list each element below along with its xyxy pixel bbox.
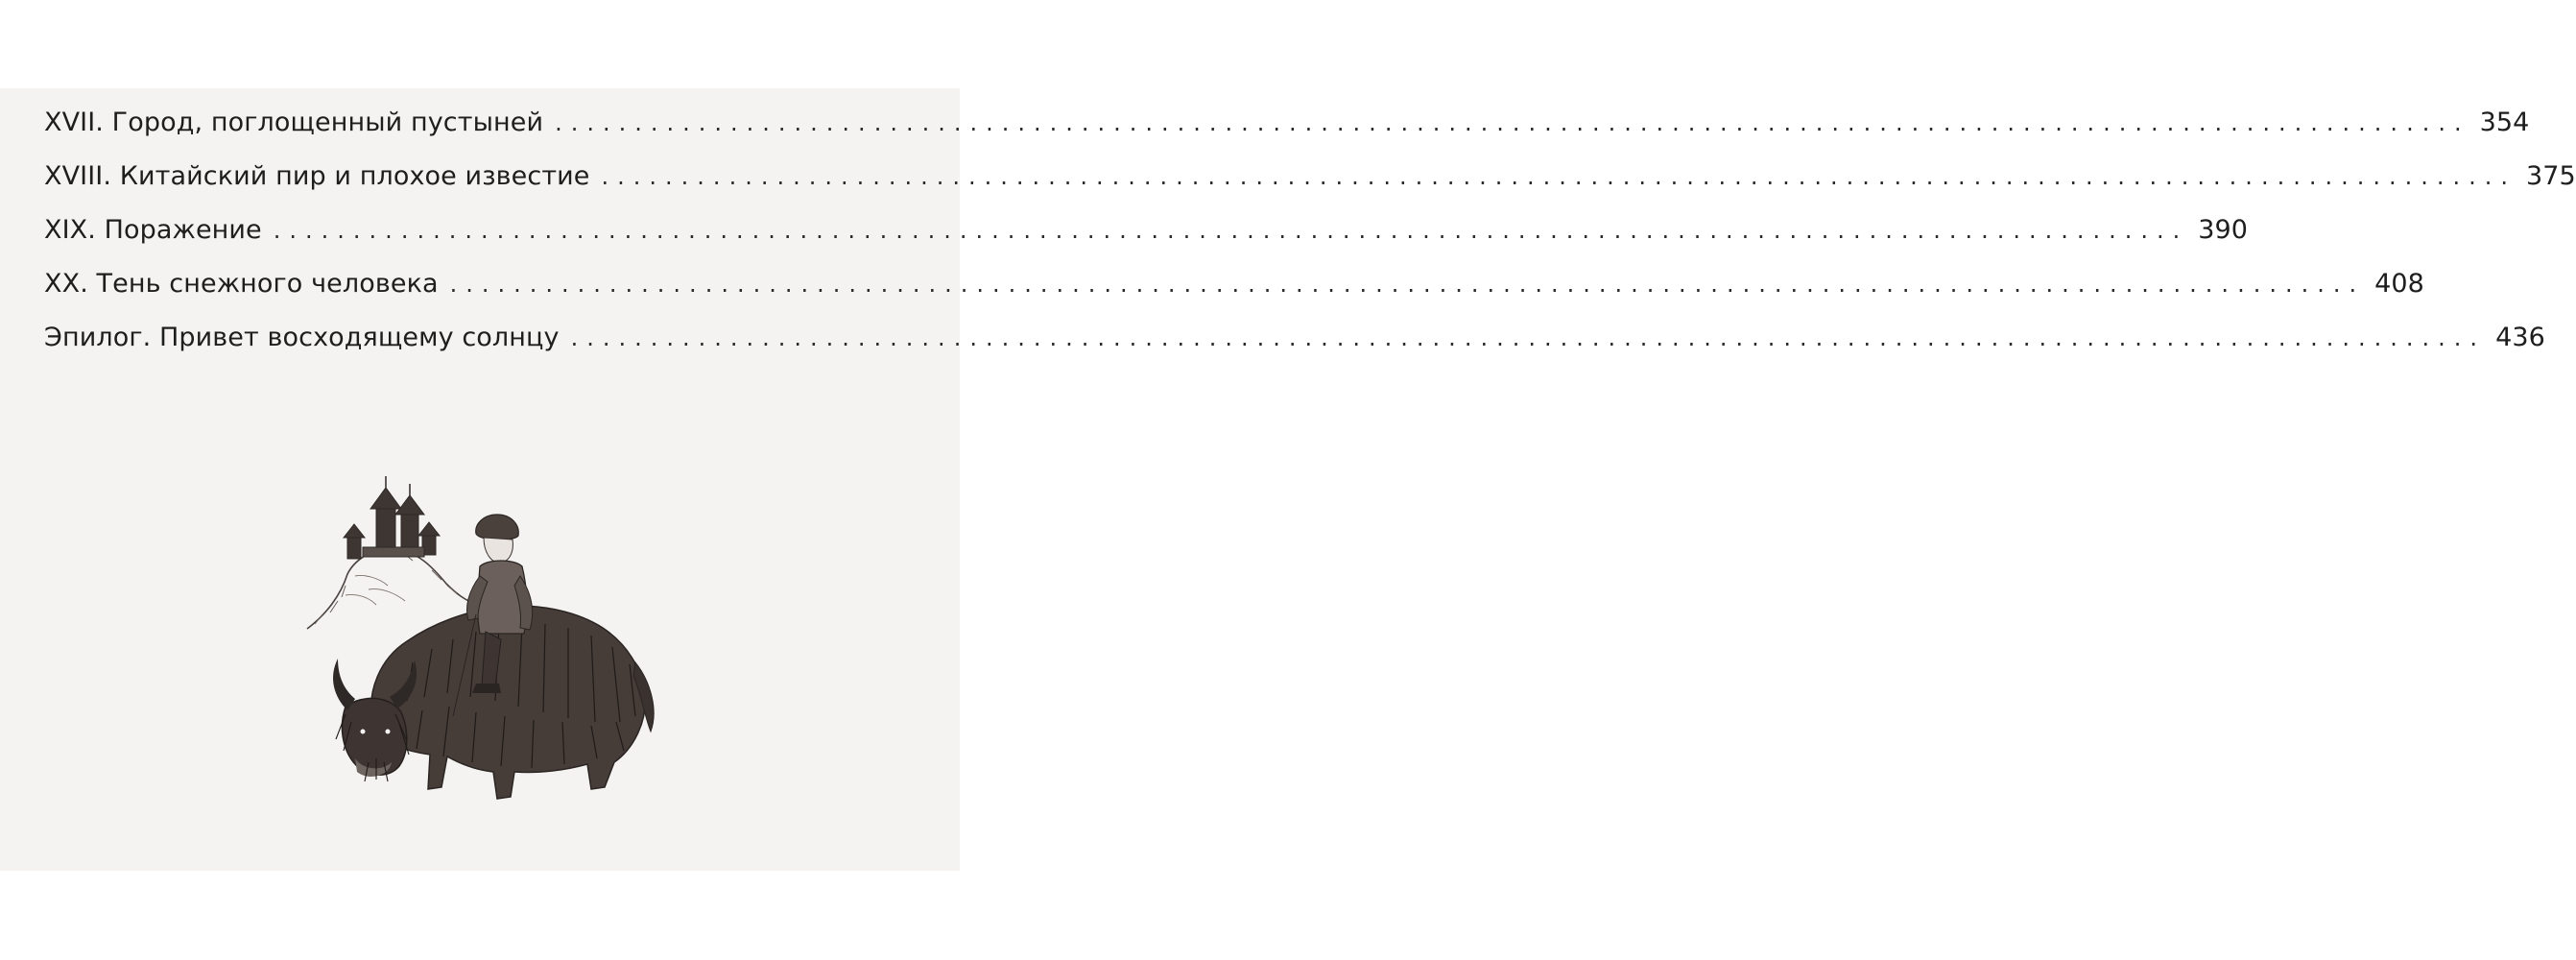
toc-entry-title: Эпилог. Привет восходящему солнцу — [44, 323, 560, 352]
palace-icon — [344, 476, 440, 559]
toc-entry-page: 436 — [2495, 323, 2545, 352]
toc-entry-title: XVIII. Китайский пир и плохое известие — [44, 161, 590, 191]
toc-entry-page: 390 — [2198, 215, 2249, 245]
yak-icon — [333, 606, 654, 799]
yak-rider-illustration — [288, 470, 672, 826]
toc-leader-dots: ........................................................................................................................ — [570, 324, 2487, 351]
toc-entry — [44, 215, 2249, 269]
toc-leader-dots: ........................................................................................................................ — [273, 217, 2189, 244]
toc-entry-page: 354 — [2479, 108, 2530, 137]
toc-entry — [44, 108, 2530, 161]
toc-entry — [44, 161, 2576, 215]
book-page — [0, 88, 2576, 871]
toc-entry-page: 408 — [2374, 269, 2424, 299]
toc-leader-dots: ........................................................................................................................ — [449, 271, 2366, 298]
hill-icon — [307, 549, 478, 629]
toc-entry-title: XX. Тень снежного человека — [44, 269, 439, 299]
toc-leader-dots: ........................................................................................................................ — [601, 163, 2516, 190]
table-of-contents — [44, 108, 2576, 376]
toc-entry-title: XVII. Город, поглощенный пустыней — [44, 108, 544, 137]
toc-entry — [44, 323, 2545, 376]
toc-entry — [44, 269, 2424, 323]
toc-entry-page: 375 — [2526, 161, 2576, 191]
toc-leader-dots: ........................................................................................................................ — [555, 109, 2470, 136]
toc-entry-title: XIX. Поражение — [44, 215, 262, 245]
